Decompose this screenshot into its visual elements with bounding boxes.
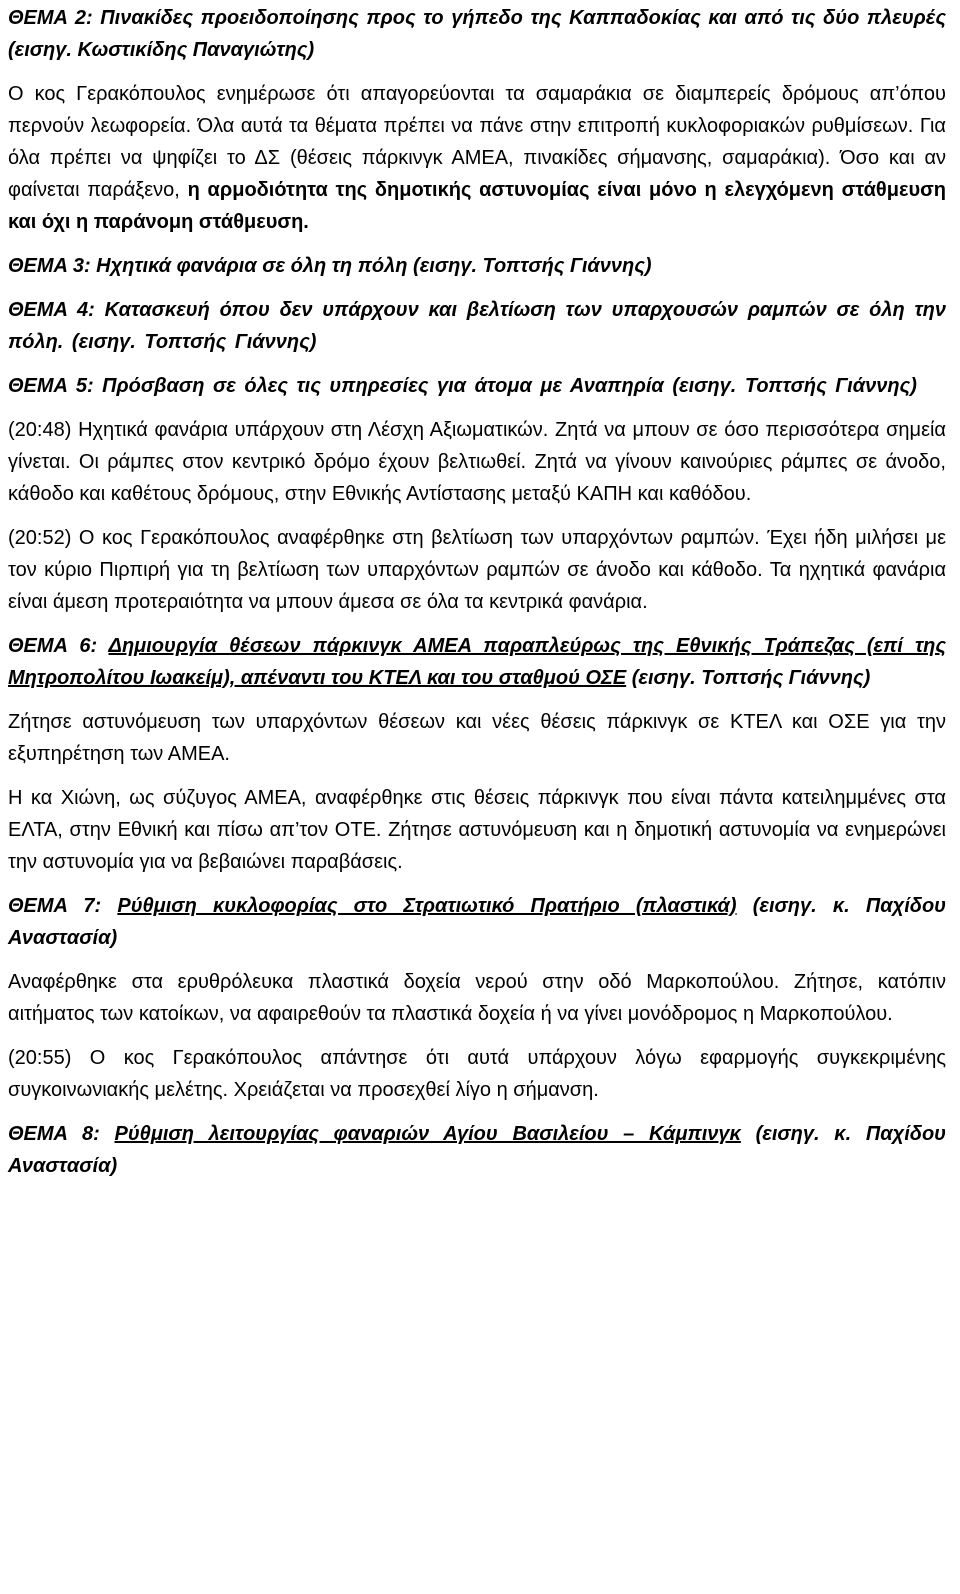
topic-2-paragraph-bold: η αρμοδιότητα της δημοτικής αστυνομίας είναι μόνο η ελεγχόμενη στάθμευση και όχι η παράνομη στάθμευση. — [8, 179, 947, 233]
topic-8-heading-suffix: (εισηγ. κ. Παχίδου Αναστασία) — [8, 1123, 946, 1177]
topic-6-heading-title: Δημιουργία θέσεων πάρκινγκ ΑΜΕΑ παραπλεύρως της Εθνικής Τράπεζας (επί της Μητροπολίτου Ιωακείμ), απέναντι του ΚΤΕΛ και του σταθμού ΟΣΕ — [8, 635, 946, 689]
topic-6-paragraph-1: Ζήτησε αστυνόμευση των υπαρχόντων θέσεων και νέες θέσεις πάρκινγκ σε ΚΤΕΛ και ΟΣΕ για την εξυπηρέτηση των ΑΜΕΑ. — [8, 711, 946, 765]
topic-7-heading-title: Ρύθμιση κυκλοφορίας στο Στρατιωτικό Πρατήριο (πλαστικά) — [117, 895, 737, 917]
topic-5-heading: ΘΕΜΑ 5: Πρόσβαση σε όλες τις υπηρεσίες για άτομα με Αναπηρία (εισηγ. Τοπτσής Γιάννης) — [8, 375, 917, 397]
topic-2-heading: ΘΕΜΑ 2: Πινακίδες προειδοποίησης προς το γήπεδο της Καππαδοκίας και από τις δύο πλευρές (εισηγ. Κωστικίδης Παναγιώτης) — [8, 7, 946, 61]
topic-6-paragraph-2: Η κα Χιώνη, ως σύζυγος ΑΜΕΑ, αναφέρθηκε στις θέσεις πάρκινγκ που είναι πάντα κατειλημμένες στα ΕΛΤΑ, στην Εθνική και πίσω απ’τον ΟΤΕ. Ζήτησε αστυνόμευση και η δημοτική αστυνομία να ενημερώνει την αστυνομία για να βεβαιώνει παραβάσεις. — [8, 787, 946, 873]
topic-7-paragraph-1: Αναφέρθηκε στα ερυθρόλευκα πλαστικά δοχεία νερού στην οδό Μαρκοπούλου. Ζήτησε, κατόπιν αιτήματος των κατοίκων, να αφαιρεθούν τα πλαστικά δοχεία ή να γίνει μονόδρομος η Μαρκοπούλου. — [8, 971, 946, 1025]
topic-6-heading-prefix: ΘΕΜΑ 6: — [8, 635, 109, 657]
topic-7-heading — [8, 890, 946, 954]
topic-6-heading — [8, 630, 946, 694]
topic-6-heading-suffix: (εισηγ. Τοπτσής Γιάννης) — [626, 667, 871, 689]
topic-7-heading-prefix: ΘΕΜΑ 7: — [8, 895, 118, 917]
topic-8-heading — [8, 1118, 946, 1182]
topic-5-paragraph-1: (20:48) Ηχητικά φανάρια υπάρχουν στη Λέσχη Αξιωματικών. Ζητά να μπουν σε όσο περισσότερα σημεία γίνεται. Οι ράμπες στον κεντρικό δρόμο έχουν βελτιωθεί. Ζητά να γίνουν καινούριες ράμπες σε άνοδο, κάθοδο και καθέτους δρόμους, στην Εθνικής Αντίστασης μεταξύ ΚΑΠΗ και καθόδου. — [8, 419, 946, 505]
topic-2-paragraph-text: Ο κος Γερακόπουλος ενημέρωσε ότι απαγορεύονται τα σαμαράκια σε διαμπερείς δρόμους απ’όπου περνούν λεωφορεία. Όλα αυτά τα θέματα πρέπει να πάνε στην επιτροπή κυκλοφοριακών ρυθμίσεων. Για όλα πρέπει να ψηφίζει το ΔΣ (θέσεις πάρκινγκ ΑΜΕΑ, πινακίδες σήμανσης, σαμαράκια). Όσο και αν φαίνεται παράξενο, — [8, 83, 946, 201]
topic-3-heading: ΘΕΜΑ 3: Ηχητικά φανάρια σε όλη τη πόλη (εισηγ. Τοπτσής Γιάννης) — [8, 255, 652, 277]
topic-8-heading-prefix: ΘΕΜΑ 8: — [8, 1123, 115, 1145]
topic-4-heading: ΘΕΜΑ 4: Κατασκευή όπου δεν υπάρχουν και βελτίωση των υπαρχουσών ραμπών σε όλη την πόλη. (εισηγ. Τοπτσής Γιάννης) — [8, 299, 946, 353]
topic-5-paragraph-2: (20:52) Ο κος Γερακόπουλος αναφέρθηκε στη βελτίωση των υπαρχόντων ραμπών. Έχει ήδη μιλήσει με τον κύριο Πιρπιρή για τη βελτίωση των υπαρχόντων ραμπών σε άνοδο και κάθοδο. Τα ηχητικά φανάρια είναι άμεση προτεραιότητα να μπουν άμεσα σε όλα τα κεντρικά φανάρια. — [8, 527, 946, 613]
topic-8-heading-title: Ρύθμιση λειτουργίας φαναριών Αγίου Βασιλείου – Κάμπινγκ — [114, 1123, 741, 1145]
topic-7-heading-suffix: (εισηγ. κ. Παχίδου Αναστασία) — [8, 895, 947, 949]
topic-7-paragraph-2: (20:55) Ο κος Γερακόπουλος απάντησε ότι αυτά υπάρχουν λόγω εφαρμογής συγκεκριμένης συγκοινωνιακής μελέτης. Χρειάζεται να προσεχθεί λίγο η σήμανση. — [8, 1047, 946, 1101]
topic-2-paragraph — [8, 78, 946, 238]
